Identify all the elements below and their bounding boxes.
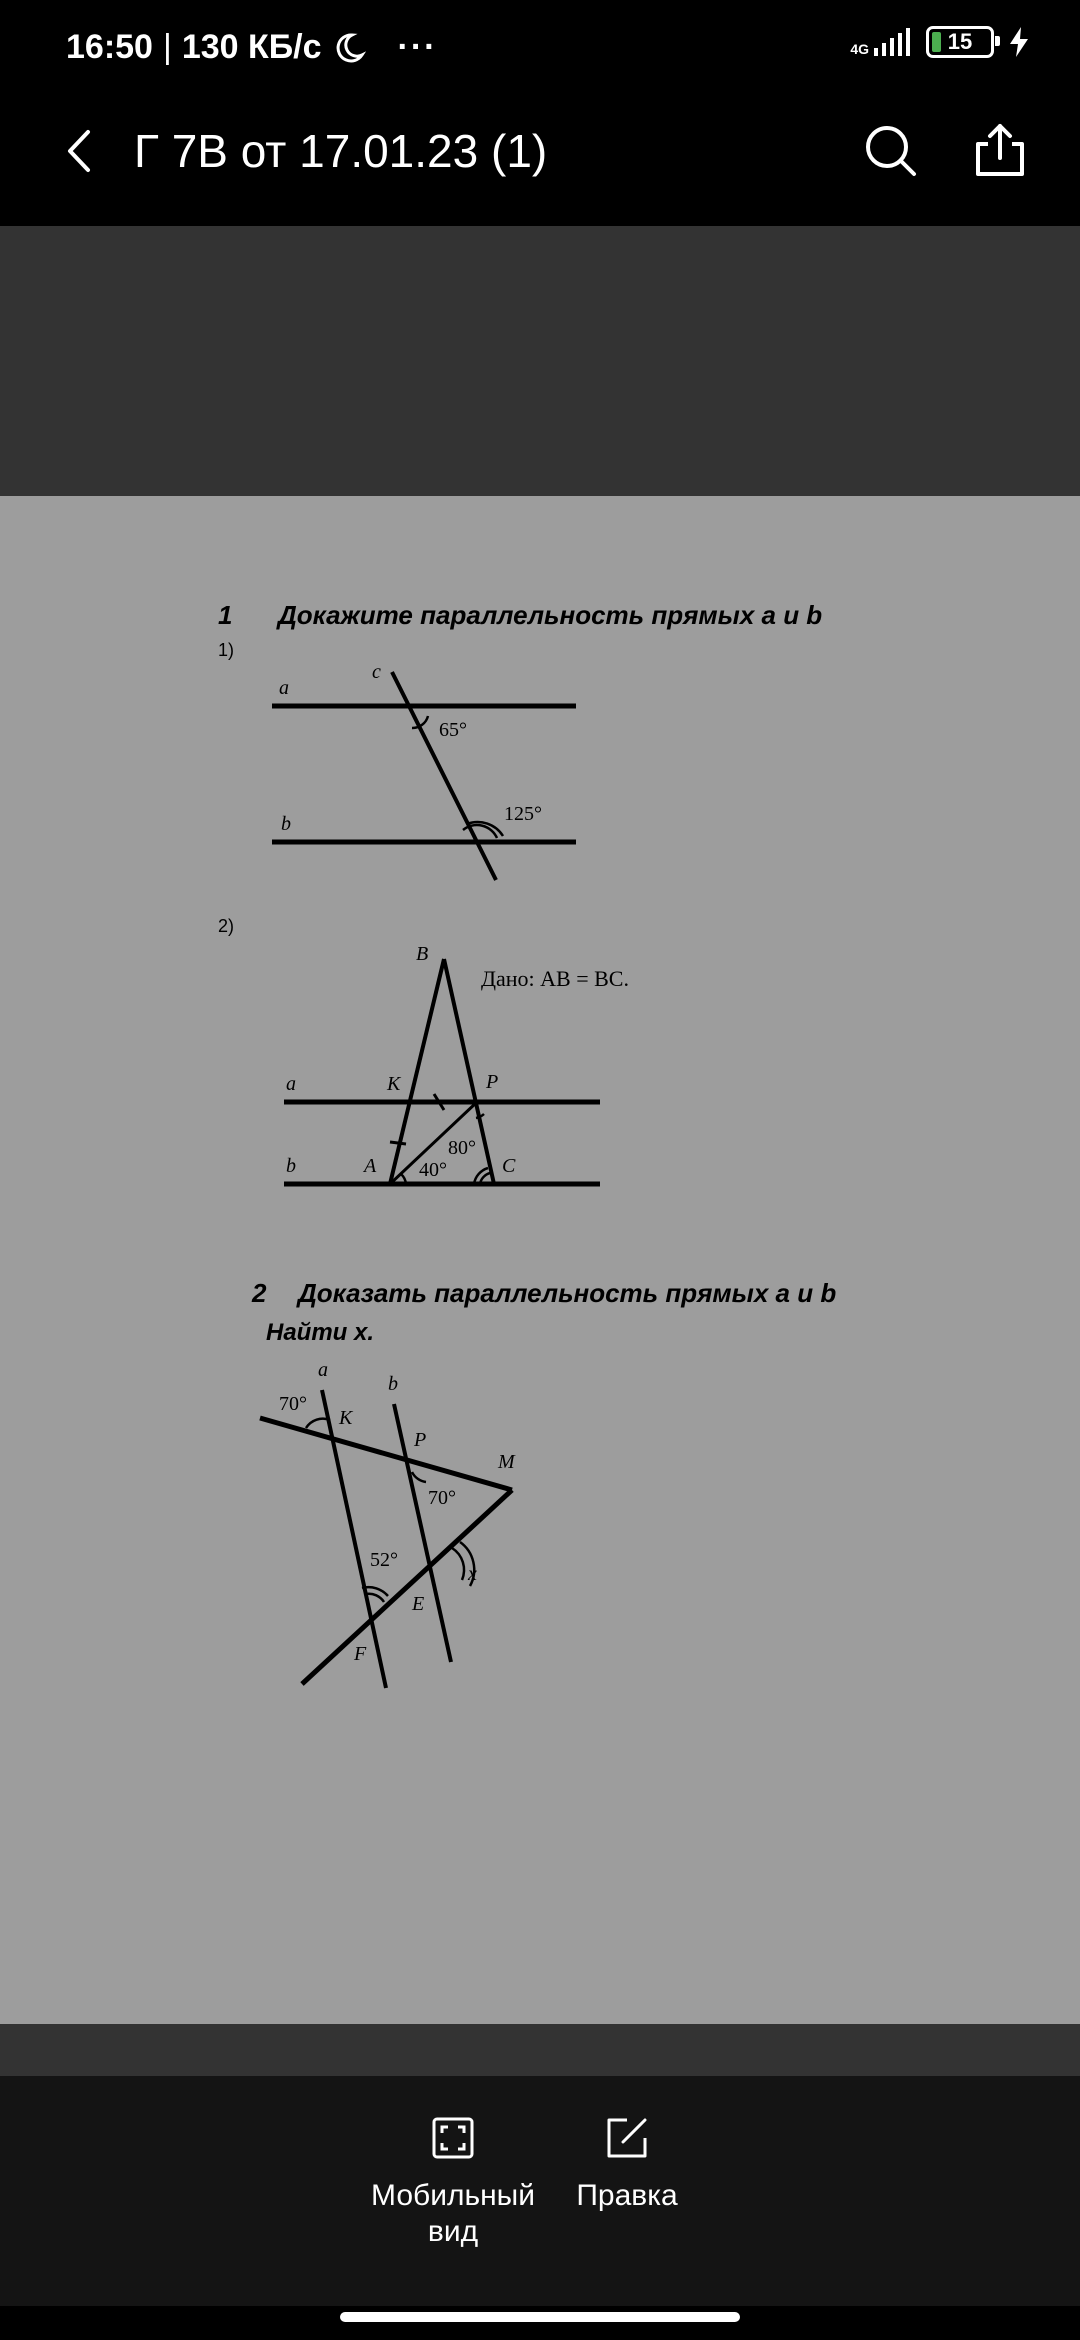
mobile-view-icon	[431, 2116, 475, 2160]
battery-level: 15	[947, 29, 973, 54]
edit-label: Правка	[576, 2179, 678, 2212]
task1-number: 1	[218, 600, 233, 630]
search-icon[interactable]	[860, 120, 920, 180]
document-content	[0, 496, 1080, 2024]
fig3-angle-52: 52°	[370, 1549, 398, 1571]
charging-bolt-icon	[1008, 27, 1030, 57]
fig2-label-k: K	[387, 1073, 401, 1095]
document-gap-bottom	[0, 2024, 1080, 2076]
moon-icon	[332, 31, 366, 65]
status-time: 16:50	[66, 28, 153, 66]
fig2-label-p: P	[486, 1071, 499, 1093]
status-speed: 130 КБ/с	[181, 28, 322, 66]
fig2-tick-ak	[390, 1142, 406, 1144]
fig1-label-a: a	[279, 677, 289, 699]
network-indicator	[850, 28, 912, 56]
fig3-angle-70-arc1	[306, 1419, 330, 1428]
task2-title: Доказать параллельность прямых a и b	[298, 1278, 837, 1308]
fig2-side-ab	[390, 959, 444, 1184]
task1-title: Докажите параллельность прямых a и b	[278, 600, 823, 630]
fig1-angle-125: 125°	[504, 803, 542, 825]
home-indicator[interactable]	[340, 2312, 740, 2322]
fig3-label-x: x	[468, 1563, 477, 1585]
more-dots: ···	[397, 28, 438, 66]
fig2-angle-80: 80°	[448, 1137, 476, 1159]
fig3-angle-x-arc1	[452, 1548, 464, 1580]
fig3-line-km	[260, 1418, 512, 1490]
document-title: Г 7В от 17.01.23 (1)	[134, 125, 548, 177]
fig1-label-c: c	[372, 661, 381, 683]
fig1-angle-65: 65°	[439, 719, 467, 741]
fig3-line-mf	[302, 1490, 512, 1684]
fig3-label-p: P	[414, 1429, 427, 1451]
fig2-label-a: a	[286, 1073, 296, 1095]
fig2-label-b: b	[286, 1155, 296, 1177]
fig3-label-m: M	[498, 1451, 515, 1473]
fig3-label-a: a	[318, 1359, 328, 1381]
edit-button[interactable]	[527, 2116, 727, 2214]
task1-part1-label: 1)	[218, 640, 235, 660]
fig3-label-e: E	[412, 1593, 425, 1615]
status-separator: |	[162, 28, 172, 66]
fig1-line-c	[392, 672, 496, 880]
bottom-action-bar	[0, 2076, 1080, 2306]
document-gap-top	[0, 226, 1080, 496]
task1-part2-label: 2)	[218, 916, 235, 936]
fig3-label-k: K	[339, 1407, 353, 1429]
fig3-angle-70-arc2	[412, 1472, 426, 1482]
mobile-view-button[interactable]	[353, 2116, 553, 2250]
fig2-label-c: C	[502, 1155, 516, 1177]
status-bar	[0, 0, 1080, 100]
network-label: 4G	[850, 41, 869, 57]
task2-number: 2	[252, 1278, 267, 1308]
battery-icon	[926, 26, 994, 58]
status-right	[850, 26, 1030, 58]
figure-3	[260, 1390, 512, 1688]
fig3-label-f: F	[354, 1643, 367, 1665]
edit-icon	[605, 2116, 649, 2160]
fig3-angle-70-right: 70°	[428, 1487, 456, 1509]
app-bar	[0, 100, 1080, 226]
mobile-view-label: Мобильный вид	[371, 2179, 535, 2248]
figure-1	[272, 672, 576, 880]
fig2-given: Дано: AB = BC.	[481, 966, 629, 991]
task2-subtitle: Найти x.	[266, 1319, 375, 1346]
fig3-angle-70-top: 70°	[279, 1393, 307, 1415]
fig2-label-a-vertex: A	[364, 1155, 377, 1177]
status-left	[66, 28, 438, 67]
back-arrow-icon[interactable]	[56, 126, 106, 176]
share-icon[interactable]	[970, 120, 1030, 180]
fig1-label-b: b	[281, 813, 291, 835]
fig3-label-b: b	[388, 1373, 398, 1395]
document-page[interactable]	[0, 496, 1080, 2024]
fig2-label-b-vertex: B	[416, 943, 429, 965]
figure-2	[284, 959, 600, 1184]
fig2-angle-40: 40°	[419, 1159, 447, 1181]
signal-icon	[872, 28, 912, 56]
